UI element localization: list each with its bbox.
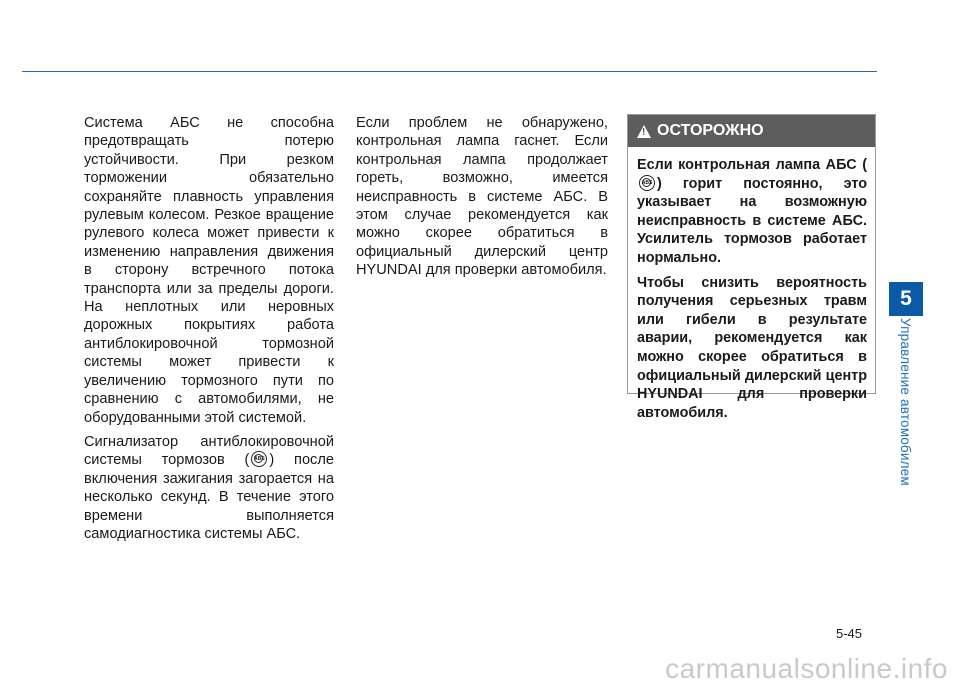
warning-paragraph: Если контрольная лампа АБС ( ABS ) горит постоянно, это указывает на возможную неисправность в системе АБС. Усилитель тормозов работает нормально. [637,157,867,266]
section-tab: 5 [889,282,923,316]
warning-header [628,115,875,147]
page-number: 5-45 [836,626,863,641]
warning-title: ОСТОРОЖНО [657,122,764,139]
paragraph: Система АБС не способна предотвращать потерю устойчивости. При резком торможении обязательно сохраняйте плавность управления рулевым колесом. Резкое вращение рулевого колеса может привести к изменению направления движения в сторону встречного потока транспорта или за пределы дороги. На неплотных или неровных дорожных покрытиях работа антиблокировочной тормозной системы может привести к увеличению тормозного пути по сравнению с автомобилями, не оборудованными этой системой. [84,115,334,426]
abs-icon: ABS [639,175,655,191]
paragraph: Сигнализатор антиблокировочной системы тормозов ( ABS ) после включения зажигания загорается на несколько секунд. В течение этого времени выполняется самодиагностика системы АБС. [84,433,334,542]
watermark: carmanualsonline.info [665,653,948,684]
warning-body [628,147,875,422]
top-rule [22,71,877,72]
column-1 [84,114,334,549]
warning-paragraph: Чтобы снизить вероятность получения серьезных травм или гибели в результате аварии, рекомендуется как можно скорее обратиться в официальный дилерский центр HYUNDAI для проверки автомобиля. [637,274,867,421]
paragraph: Если проблем не обнаружено, контрольная лампа гаснет. Если контрольная лампа продолжает гореть, возможно, имеется неисправность в системе АБС. В этом случае рекомендуется как можно скорее обратиться в официальный дилерский центр HYUNDAI для проверки автомобиля. [356,115,608,279]
abs-icon: ABS [251,451,267,467]
column-2 [356,114,608,286]
warning-box [627,114,876,421]
warning-triangle-icon [637,125,651,138]
